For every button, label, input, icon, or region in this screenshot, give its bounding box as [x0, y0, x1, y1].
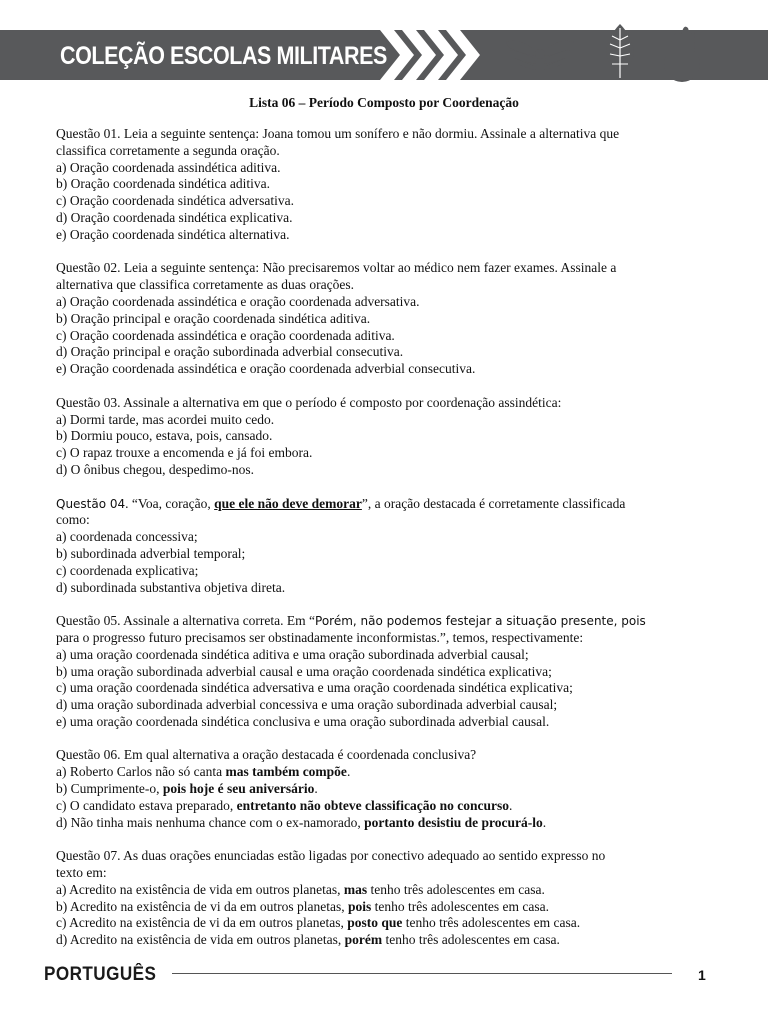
page-number: 1 — [698, 967, 706, 983]
option-text: . — [542, 814, 547, 830]
answer-option: e) Oração coordenada assindética e oração coordenada adverbial consecutiva. — [56, 361, 476, 377]
answer-option — [56, 815, 716, 832]
answer-option: c) uma oração coordenada sindética adversativa e uma oração coordenada sindética explicativa; — [56, 680, 573, 696]
option-text: tenho três adolescentes em casa. — [371, 898, 549, 914]
answer-option: d) Oração coordenada sindética explicativa. — [56, 209, 293, 225]
military-emblems — [500, 12, 768, 92]
answer-option: d) Oração principal e oração subordinada adverbial consecutiva. — [56, 344, 404, 360]
answer-option: c) coordenada explicativa; — [56, 562, 199, 578]
answer-option — [56, 781, 716, 798]
option-text: . — [314, 781, 318, 797]
answer-option — [56, 915, 716, 932]
question-stem — [56, 613, 716, 630]
answer-option: d) subordinada substantiva objetiva direta. — [56, 579, 286, 595]
quoted-text: Porém, não podemos festejar a situação presente, pois — [315, 614, 646, 629]
collection-title: COLEÇÃO ESCOLAS MILITARES — [60, 42, 387, 70]
grenade-emblem-icon — [664, 27, 700, 82]
answer-option: a) coordenada concessiva; — [56, 529, 198, 545]
option-text: d) Acredito na existência de vida em outros planetas, — [56, 932, 345, 948]
option-text: d) Não tinha mais nenhuma chance com o ex-namorado, — [56, 814, 365, 830]
option-text: tenho três adolescentes em casa. — [367, 881, 545, 897]
answer-option — [56, 764, 716, 781]
option-text: tenho três adolescentes em casa. — [382, 932, 560, 948]
option-text: a) Acredito na existência de vida em outros planetas, — [56, 881, 344, 897]
highlighted-clause: que ele não deve demorar — [214, 495, 362, 511]
question-stem: Questão 06. Em qual alternativa a oração destacada é coordenada conclusiva? — [56, 747, 477, 763]
option-text: c) O candidato estava preparado, — [56, 797, 237, 813]
answer-option — [56, 932, 716, 949]
answer-option: a) Dormi tarde, mas acordei muito cedo. — [56, 411, 275, 427]
option-text: a) Roberto Carlos não só canta — [56, 764, 226, 780]
question-02 — [56, 260, 716, 378]
answer-option: d) O ônibus chegou, despedimo-nos. — [56, 461, 254, 477]
highlighted-clause: portanto desistiu de procurá-lo — [364, 814, 543, 830]
question-intro: Questão 05. Assinale a alternativa correta. Em “ — [56, 613, 316, 629]
question-stem: classifica corretamente a segunda oração. — [56, 142, 280, 158]
answer-option — [56, 882, 716, 899]
answer-option: b) subordinada adverbial temporal; — [56, 545, 246, 561]
answer-option: b) Dormiu pouco, estava, pois, cansado. — [56, 428, 273, 444]
answer-option: e) Oração coordenada sindética alternativa. — [56, 226, 290, 242]
question-stem: Questão 02. Leia a seguinte sentença: Não precisaremos voltar ao médico nem fazer exames. Assinale a — [56, 260, 617, 276]
option-text: c) Acredito na existência de vi da em outros planetas, — [56, 915, 348, 931]
option-text: b) Cumprimente-o, — [56, 781, 163, 797]
question-04 — [56, 496, 716, 597]
answer-option: b) uma oração subordinada adverbial causal e uma oração coordenada sindética explicativa; — [56, 663, 552, 679]
answer-option: c) O rapaz trouxe a encomenda e já foi embora. — [56, 445, 313, 461]
answer-option: a) uma oração coordenada sindética aditiva e uma oração subordinada adverbial causal; — [56, 646, 529, 662]
answer-option — [56, 798, 716, 815]
question-stem — [56, 496, 716, 513]
option-text: tenho três adolescentes em casa. — [402, 915, 581, 931]
question-07 — [56, 848, 716, 949]
connective: mas — [343, 881, 368, 897]
chevron-arrows-icon — [380, 30, 500, 80]
footer-divider — [172, 973, 672, 974]
question-stem: Questão 07. As duas orações enunciadas estão ligadas por conectivo adequado ao sentido expresso no — [56, 848, 606, 864]
eagle-emblem-icon — [506, 30, 574, 78]
question-03 — [56, 395, 716, 479]
question-stem — [56, 630, 716, 647]
leaf-emblem-icon — [606, 24, 634, 80]
question-05 — [56, 613, 716, 731]
question-stem: Questão 03. Assinale a alternativa em que o período é composto por coordenação assindética: — [56, 394, 562, 410]
question-stem: Questão 01. Leia a seguinte sentença: Joana tomou um sonífero e não dormiu. Assinale a alternativa que — [56, 126, 620, 141]
answer-option: d) uma oração subordinada adverbial concessiva e uma oração subordinada adverbial causal; — [56, 697, 558, 713]
option-text: . — [346, 764, 351, 780]
question-stem: texto em: — [56, 865, 107, 881]
question-stem: como: — [56, 512, 90, 528]
answer-option: c) Oração coordenada sindética adversativa. — [56, 193, 294, 209]
question-stem: alternativa que classifica corretamente as duas orações. — [56, 277, 354, 293]
question-tail: ”, temos, respectivamente: — [439, 629, 584, 645]
question-06 — [56, 747, 716, 831]
answer-option: b) Oração coordenada sindética aditiva. — [56, 176, 271, 192]
subject-label: PORTUGUÊS — [44, 964, 157, 985]
question-list — [56, 126, 716, 966]
quoted-text: para o progresso futuro precisamos ser obstinadamente inconformistas. — [56, 629, 440, 645]
connective: posto que — [347, 915, 403, 931]
quote-open: . “Voa, coração, — [125, 495, 215, 511]
answer-option: e) uma oração coordenada sindética conclusiva e uma oração subordinada adverbial causal. — [56, 713, 550, 729]
highlighted-clause: pois hoje é seu aniversário — [162, 781, 315, 797]
question-stem-rest: ”, a oração destacada é corretamente classificada — [361, 495, 626, 511]
highlighted-clause: mas também compõe — [225, 764, 347, 780]
answer-option — [56, 899, 716, 916]
connective: porém — [344, 932, 383, 948]
answer-option: b) Oração principal e oração coordenada sindética aditiva. — [56, 310, 371, 326]
connective: pois — [348, 898, 372, 914]
highlighted-clause: entretanto não obteve classificação no concurso — [236, 797, 510, 813]
question-01 — [56, 126, 716, 244]
answer-option: a) Oração coordenada assindética aditiva. — [56, 159, 281, 175]
question-label: Questão 04 — [56, 496, 126, 511]
answer-option: a) Oração coordenada assindética e oração coordenada adversativa. — [56, 293, 420, 309]
answer-option: c) Oração coordenada assindética e oração coordenada aditiva. — [56, 327, 395, 343]
option-text: . — [509, 797, 513, 813]
option-text: b) Acredito na existência de vi da em outros planetas, — [56, 898, 349, 914]
document-title: Lista 06 – Período Composto por Coordenação — [249, 95, 519, 110]
